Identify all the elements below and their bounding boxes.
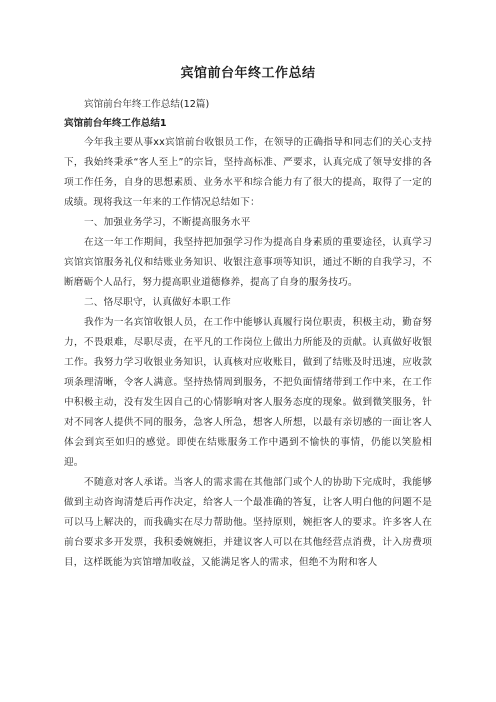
section-heading: 宾馆前台年终工作总结1 [64,118,167,129]
heading-one: 一、加强业务学习，不断提高服务水平 [84,217,251,228]
paragraph-promise: 不随意对客人承诺。当客人的需求需在其他部门或个人的协助下完成时，我能够做到主动咨询清楚后再作决定，给客人一个最准确的答复，让客人明白他的问题不是可以马上解决的，而我确实在尽力帮助他。坚持原则，婉拒客人的要求。许多客人在前台要求多开发票，我积委婉婉拒，并建议客人可以在其他经营点消费，计入房费项目，这样既能为宾馆增加收益，又能满足客人的需求，但绝不为附和客人 [64,477,432,568]
paragraph-study: 在这一年工作期间，我坚持把加强学习作为提高自身素质的重要途径，认真学习宾馆宾馆服务礼仪和结账业务知识、收银注意事项等知识，通过不断的自我学习，不断磨砺个人品行，努力提高职业道德修养，提高了自身的服务技巧。 [64,237,432,288]
document-title: 宾馆前台年终工作总结 [180,66,316,81]
paragraph-duty: 我作为一名宾馆收银人员，在工作中能够认真履行岗位职责，积极主动，勤奋努力，不畏艰难，尽职尽责，在平凡的工作岗位上做出力所能及的贡献。认真做好收银工作。我努力学习收银业务知识，认真核对应收账目，做到了结账及时迅速，应收款项条理清晰，令客人满意。坚持热情周到服务，不把负面情绪带到工作中来，在工作中积极主动，没有发生因自己的心情影响对客人服务态度的现象。做到微笑服务，针对不同客人提供不同的服务，急客人所急，想客人所想，以最有亲切感的一面让客人体会到宾至如归的感觉。即使在结账服务工作中遇到不愉快的事情，仍能以笑脸相迎。 [64,317,432,468]
heading-two: 二、恪尽职守，认真做好本职工作 [84,297,231,308]
document-subtitle: 宾馆前台年终工作总结(12篇) [84,99,210,110]
paragraph-intro: 今年我主要从事xx宾馆前台收银员工作，在领导的正确指导和同志们的关心支持下，我始终秉承“客人至上”的宗旨，坚持高标准、严要求，认真完成了领导安排的各项工作任务，自身的思想素质、业务水平和综合能力有了很大的提高，取得了一定的成绩。现将我这一年来的工作情况总结如下： [64,137,432,208]
